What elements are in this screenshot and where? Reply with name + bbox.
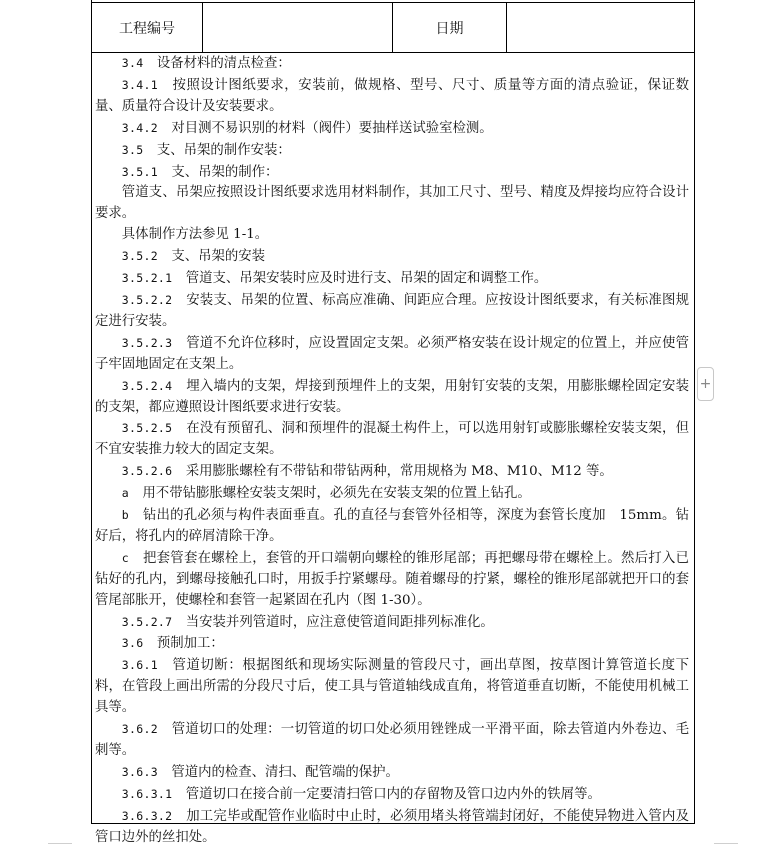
paragraph-text: 管道切口的处理：一切管道的切口处必须用锉锉成一平滑平面，除去管道内外卷边、毛刺等。 <box>95 722 690 758</box>
section-number: 3.5 <box>121 142 144 157</box>
body-paragraph <box>95 655 689 719</box>
section-number: 3.4.2 <box>121 120 158 135</box>
document-sheet <box>91 0 695 845</box>
body-paragraph <box>95 246 689 268</box>
body-paragraph <box>95 633 689 655</box>
paragraph-text: 预制加工： <box>156 636 224 652</box>
body-paragraph <box>95 418 689 461</box>
paragraph-text: 安装支、吊架的位置、标高应准确、间距应合理。应按设计图纸要求，有关标准图规定进行安装。 <box>95 292 690 329</box>
section-number: 3.6.2 <box>121 722 158 737</box>
body-paragraph <box>95 53 689 75</box>
paragraph-text: 具体制作方法参见 1-1。 <box>121 227 269 243</box>
paragraph-text: 当安装并列管道时，应注意使管道间距排列标准化。 <box>185 614 494 630</box>
project-no-value[interactable] <box>203 3 393 52</box>
body-paragraph <box>95 225 689 246</box>
section-number: 3.6.3.1 <box>121 786 173 801</box>
project-no-label: 工程编号 <box>92 3 203 52</box>
body-paragraph <box>95 162 689 184</box>
section-number: a <box>121 486 130 501</box>
paragraph-text: 支、吊架的制作： <box>171 164 279 180</box>
paragraph-text: 用不带钻膨胀螺栓安装支架时，必须先在安装支架的位置上钻孔。 <box>142 486 531 502</box>
paragraph-text: 管道内的检查、清扫、配管端的保护。 <box>171 764 399 780</box>
paragraph-text: 对目测不易识别的材料（阀件）要抽样送试验室检测。 <box>171 120 493 136</box>
section-number: 3.5.2.3 <box>121 335 173 350</box>
paragraph-text: 管道支、吊架安装时应及时进行支、吊架的固定和调整工作。 <box>185 271 548 287</box>
document-body <box>95 53 689 849</box>
paragraph-text: 埋入墙内的支架，焊接到预埋件上的支架，用射钉安装的支架，用膨胀螺栓固定安装的支架，都应遵照设计图纸要求进行安装。 <box>95 378 690 415</box>
plus-icon: + <box>699 376 712 392</box>
body-paragraph <box>95 290 689 333</box>
section-number: 3.5.2.6 <box>121 464 173 479</box>
section-number: c <box>121 550 130 565</box>
page-corner-mark <box>714 843 738 844</box>
section-number: 3.6.3 <box>121 764 158 779</box>
paragraph-text: 按照设计图纸要求，安装前，做规格、型号、尺寸、质量等方面的清点验证，保证数量、质量符合设计及安装要求。 <box>95 77 689 114</box>
section-number: 3.5.2.1 <box>121 271 173 286</box>
paragraph-text: 把套管套在螺栓上，套管的开口端朝向螺栓的锥形尾部；再把螺母带在螺栓上。然后打入已钻好的孔内，到螺母接触孔口时，用扳手拧紧螺母。随着螺母的拧紧，螺栓的锥形尾部就把开口的套管尾部胀开，使螺栓和套管一起紧固在孔内（图 1-30）。 <box>95 550 690 608</box>
body-paragraph <box>95 461 689 483</box>
body-paragraph <box>95 806 689 849</box>
body-paragraph <box>95 268 689 290</box>
body-paragraph <box>95 612 689 634</box>
section-number: 3.5.2.4 <box>121 378 173 393</box>
body-paragraph <box>95 376 689 419</box>
body-paragraph <box>95 719 689 762</box>
body-paragraph <box>95 333 689 376</box>
paragraph-text: 支、吊架的制作安装： <box>156 142 291 158</box>
body-paragraph <box>95 784 689 806</box>
body-paragraph <box>95 118 689 140</box>
paragraph-text: 管道切断：根据图纸和现场实际测量的管段尺寸，画出草图，按草图计算管道长度下料，在管段上画出所需的分段尺寸后，使工具与管道轴线成直角，将管道垂直切断，不能使用机械工具等。 <box>95 658 689 716</box>
section-number: 3.5.2 <box>121 249 158 264</box>
add-button[interactable] <box>697 367 714 401</box>
section-number: 3.6.3.2 <box>121 808 173 823</box>
paragraph-text: 钻出的孔必须与构件表面垂直。孔的直径与套管外径相等，深度为套管长度加 15mm。钻好后，将孔内的碎屑清除干净。 <box>95 508 690 544</box>
body-paragraph <box>95 75 689 118</box>
page-corner-mark <box>48 843 72 844</box>
body-paragraph <box>95 548 689 612</box>
section-number: b <box>121 508 130 523</box>
header-table <box>92 2 694 53</box>
section-number: 3.5.2.5 <box>121 421 173 436</box>
paragraph-text: 加工完毕或配管作业临时中止时，必须用堵头将管端封闭好，不能使异物进入管内及管口边外的丝扣处。 <box>95 808 690 845</box>
section-number: 3.6.1 <box>121 658 158 673</box>
paragraph-text: 管道切口在接合前一定要清扫管口内的存留物及管口边内外的铁屑等。 <box>185 786 601 802</box>
body-paragraph <box>95 762 689 784</box>
body-paragraph <box>95 183 689 225</box>
section-number: 3.5.2.2 <box>121 292 173 307</box>
body-paragraph <box>95 140 689 162</box>
paragraph-text: 支、吊架的安装 <box>171 249 266 265</box>
section-number: 3.4.1 <box>121 77 158 92</box>
paragraph-text: 在没有预留孔、洞和预埋件的混凝土构件上，可以选用射钉或膨胀螺栓安装支架，但不宜安装推力较大的固定支架。 <box>95 421 690 458</box>
date-value[interactable] <box>507 3 694 52</box>
section-number: 3.4 <box>121 56 144 70</box>
date-label: 日期 <box>393 3 507 52</box>
paragraph-text: 设备材料的清点检查： <box>156 56 291 71</box>
section-number: 3.6 <box>121 636 144 651</box>
paragraph-text: 采用膨胀螺栓有不带钻和带钻两种，常用规格为 M8、M10、M12 等。 <box>185 464 613 480</box>
body-paragraph <box>95 505 689 548</box>
body-paragraph <box>95 483 689 505</box>
section-number: 3.5.1 <box>121 164 158 179</box>
paragraph-text: 管道支、吊架应按照设计图纸要求选用材料制作，其加工尺寸、型号、精度及焊接均应符合设计要求。 <box>95 185 689 222</box>
section-number: 3.5.2.7 <box>121 614 173 629</box>
paragraph-text: 管道不允许位移时，应设置固定支架。必须严格安装在设计规定的位置上，并应使管子牢固地固定在支架上。 <box>95 335 690 372</box>
